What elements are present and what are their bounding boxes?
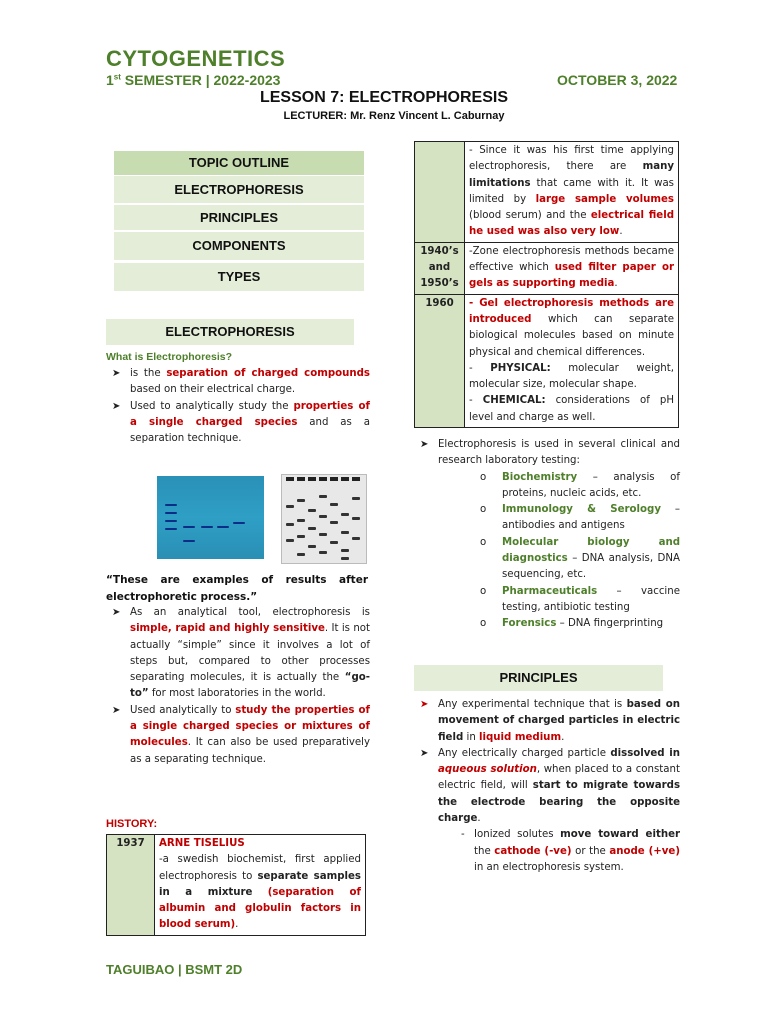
- definition-question: What is Electrophoresis?: [106, 351, 233, 363]
- use-item: o Biochemistry – analysis of proteins, nucleic acids, etc.: [480, 471, 680, 499]
- history-entry: -Zone electrophoresis methods became effective which used filter paper or gels as supporting media.: [465, 242, 679, 294]
- lesson-title: LESSON 7: ELECTROPHORESIS: [259, 89, 509, 106]
- history-year: 1960: [415, 294, 465, 427]
- bullet-item: ➤ As an analytical tool, electrophoresis is simple, rapid and highly sensitive. It is not actually “simple” since it involves a lot of steps but, compared to other processes separating molecules, it is actually the “go-to” for most laboratories in the world.: [112, 607, 370, 700]
- history-table-continued: [414, 141, 679, 428]
- bullet-item: ➤ Any experimental technique that is based on movement of charged particles in electric field in liquid medium.: [420, 699, 681, 743]
- definition-bullets: [106, 366, 370, 447]
- agarose-gel-image: [157, 476, 264, 559]
- footer-author: TAGUIBAO | BSMT 2D: [106, 962, 243, 977]
- lecture-date: OCTOBER 3, 2022: [557, 72, 678, 88]
- arrow-bullet-icon: ➤: [420, 747, 429, 759]
- bullet-item: ➤ is the separation of charged compounds based on their electrical charge.: [112, 368, 370, 396]
- history-label: HISTORY:: [106, 818, 158, 830]
- history-year: 1937: [107, 835, 155, 936]
- use-item: o Molecular biology and diagnostics – DNA analysis, DNA sequencing, etc.: [480, 536, 680, 581]
- arrow-bullet-icon: ➤: [112, 368, 121, 379]
- history-year: 1940’s and 1950’s: [415, 242, 465, 294]
- bullet-item: ➤ Any electrically charged particle dissolved in aqueous solution, when placed to a constant electric field, will start to migrate towards the electrode bearing the opposite charge.: [420, 747, 681, 825]
- arrow-bullet-icon: ➤: [112, 704, 121, 716]
- history-table-1937: [106, 834, 366, 936]
- topic-outline-heading: TOPIC OUTLINE: [114, 151, 364, 175]
- bullet-item: ➤ Used to analytically study the properties of a single charged species and as a separation technique.: [112, 400, 370, 445]
- history-entry: - Since it was his first time applying electrophoresis, there are many limitations that came with it. It was limited by large sample volumes (blood serum) and the electrical field he used was also very low.: [465, 142, 679, 243]
- sequencing-gel-image: [281, 474, 367, 564]
- outline-item: TYPES: [114, 263, 364, 291]
- outline-item: PRINCIPLES: [114, 205, 364, 230]
- lecturer-line: LECTURER: Mr. Renz Vincent L. Caburnay: [283, 110, 505, 122]
- arrow-bullet-icon: ➤: [420, 439, 429, 450]
- arrow-bullet-icon: ➤: [112, 607, 121, 618]
- use-item: o Forensics – DNA fingerprinting: [480, 618, 664, 630]
- use-item: o Immunology & Serology – antibodies and antigens: [480, 504, 680, 532]
- bullet-item: ➤ Used analytically to study the properties of a single charged species or mixtures of molecules. It can also be used preparatively as a separating technique.: [112, 704, 370, 765]
- course-title: CYTOGENETICS: [106, 46, 286, 71]
- arrow-bullet-icon: ➤: [112, 400, 121, 412]
- principles-list: [414, 697, 680, 876]
- section-heading-electrophoresis: ELECTROPHORESIS: [106, 319, 354, 345]
- uses-list: [414, 437, 680, 633]
- outline-item: COMPONENTS: [114, 232, 364, 260]
- section-heading-principles: PRINCIPLES: [414, 665, 663, 691]
- bullet-item: ➤ Electrophoresis is used in several clinical and research laboratory testing:: [420, 439, 680, 467]
- use-item: o Pharmaceuticals – vaccine testing, antibiotic testing: [480, 585, 680, 613]
- tool-bullets: [106, 605, 370, 768]
- history-entry: - Gel electrophoresis methods are introduced which can separate biological molecules based on minute physical and chemical differences. - PHYSICAL: molecular weight, molecular size, molecular shape. - CHEMICAL: considerations of pH level and charge as well.: [465, 294, 679, 427]
- history-entry: ARNE TISELIUS -a swedish biochemist, first applied electrophoresis to separate samples in a mixture (separation of albumin and globulin factors in blood serum).: [155, 835, 366, 936]
- outline-item: ELECTROPHORESIS: [114, 176, 364, 203]
- sub-bullet-item: - Ionized solutes move toward either the cathode (-ve) or the anode (+ve) in an electrophoresis system.: [461, 829, 681, 873]
- arrow-bullet-icon: ➤: [420, 699, 429, 710]
- gel-caption: “These are examples of results after electrophoretic process.”: [106, 574, 368, 603]
- semester-label: 1st SEMESTER | 2022-2023: [106, 72, 281, 88]
